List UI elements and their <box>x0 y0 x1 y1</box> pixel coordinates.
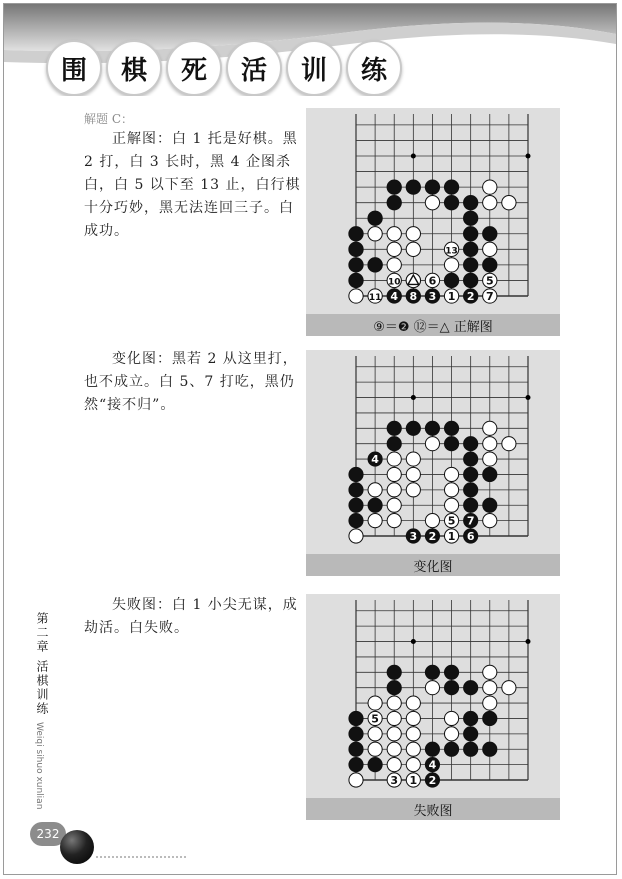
move-number: 11 <box>368 293 382 303</box>
black-stone <box>464 483 478 497</box>
white-stone <box>368 227 382 241</box>
white-stone <box>483 421 497 435</box>
black-stone <box>387 421 401 435</box>
black-stone <box>464 258 478 272</box>
move-number: 2 <box>466 290 475 303</box>
white-stone <box>444 711 458 725</box>
black-stone <box>387 196 401 210</box>
black-stone <box>464 711 478 725</box>
black-stone <box>425 665 439 679</box>
white-stone <box>406 452 420 466</box>
black-stone <box>483 498 497 512</box>
white-stone <box>502 196 516 210</box>
star-point <box>411 639 416 644</box>
white-stone <box>444 467 458 481</box>
move-number: 2 <box>428 774 437 787</box>
white-stone <box>425 196 439 210</box>
white-stone <box>483 681 497 695</box>
white-stone <box>483 196 497 210</box>
title-char-5: 训 <box>286 40 342 96</box>
decorative-ball <box>60 830 94 864</box>
white-stone <box>444 727 458 741</box>
page-header <box>4 4 616 96</box>
black-stone <box>444 437 458 451</box>
text-failure-body: 失败图：白 1 小尖无谋，成劫活。白失败。 <box>84 597 298 636</box>
white-stone <box>444 258 458 272</box>
page-number: 232 <box>30 822 66 846</box>
title-char-1: 围 <box>46 40 102 96</box>
title-char-6: 练 <box>346 40 402 96</box>
go-board-variation <box>306 350 560 554</box>
move-number: 4 <box>390 290 399 303</box>
black-stone <box>464 211 478 225</box>
text-variation <box>84 348 304 417</box>
black-stone <box>349 258 363 272</box>
white-stone <box>368 696 382 710</box>
black-stone <box>368 498 382 512</box>
black-stone <box>464 242 478 256</box>
move-number: 5 <box>371 712 379 726</box>
black-stone <box>349 758 363 772</box>
black-stone <box>387 437 401 451</box>
caption-failure: 失败图 <box>306 798 560 820</box>
black-stone <box>349 483 363 497</box>
black-stone <box>349 742 363 756</box>
white-stone <box>387 242 401 256</box>
white-stone <box>368 514 382 528</box>
black-stone <box>349 498 363 512</box>
move-number: 3 <box>390 774 399 787</box>
star-point <box>411 395 416 400</box>
white-stone <box>483 514 497 528</box>
white-stone <box>406 711 420 725</box>
chapter-sidebar <box>34 612 56 809</box>
star-point <box>411 154 416 159</box>
white-stone <box>387 467 401 481</box>
move-number: 8 <box>409 290 418 303</box>
black-stone <box>464 681 478 695</box>
white-stone <box>483 665 497 679</box>
white-stone <box>387 742 401 756</box>
white-stone <box>444 483 458 497</box>
black-stone <box>349 227 363 241</box>
white-stone <box>406 696 420 710</box>
white-stone <box>502 437 516 451</box>
black-stone <box>444 742 458 756</box>
black-stone <box>464 227 478 241</box>
move-number: 6 <box>428 274 437 288</box>
black-stone <box>483 227 497 241</box>
text-correct <box>84 128 304 243</box>
black-stone <box>444 196 458 210</box>
text-correct-body: 正解图：白 1 托是好棋。黑 2 打，白 3 长时，黑 4 企图杀白，白 5 以下至 13 止，白行棋十分巧妙，黑无法连回三子。白成功。 <box>84 131 301 239</box>
black-stone <box>483 742 497 756</box>
black-stone <box>406 421 420 435</box>
white-stone <box>387 452 401 466</box>
white-stone <box>387 498 401 512</box>
black-stone <box>444 273 458 287</box>
white-stone <box>368 483 382 497</box>
board-panel-variation <box>306 350 560 576</box>
move-number: 4 <box>371 453 379 467</box>
black-stone <box>444 665 458 679</box>
go-board-failure <box>306 594 560 798</box>
black-stone <box>464 467 478 481</box>
move-number: 3 <box>409 530 418 543</box>
board-panel-correct <box>306 108 560 336</box>
go-board-correct <box>306 108 560 314</box>
chapter-pinyin: Weiqi sihuo xunlian <box>34 721 44 810</box>
star-point <box>526 639 531 644</box>
white-stone <box>425 681 439 695</box>
move-number: 3 <box>428 290 437 303</box>
decorative-dotted-line <box>96 856 186 858</box>
white-stone <box>387 258 401 272</box>
black-stone <box>425 180 439 194</box>
black-stone <box>483 711 497 725</box>
white-stone <box>387 514 401 528</box>
star-point <box>526 395 531 400</box>
black-stone <box>464 498 478 512</box>
white-stone <box>406 758 420 772</box>
white-stone <box>387 227 401 241</box>
text-variation-body: 变化图：黑若 2 从这里打，也不成立。白 5、7 打吃，黑仍然“接不归”。 <box>84 351 298 413</box>
black-stone <box>464 196 478 210</box>
move-number: 1 <box>409 774 418 787</box>
white-stone <box>349 289 363 303</box>
black-stone <box>464 727 478 741</box>
white-stone <box>406 727 420 741</box>
black-stone <box>444 421 458 435</box>
white-stone <box>444 498 458 512</box>
move-number: 1 <box>447 290 456 303</box>
text-failure <box>84 594 304 640</box>
black-stone <box>387 180 401 194</box>
white-stone <box>483 242 497 256</box>
white-stone <box>349 773 363 787</box>
black-stone <box>349 514 363 528</box>
black-stone <box>406 180 420 194</box>
title-char-3: 死 <box>166 40 222 96</box>
white-stone <box>387 483 401 497</box>
black-stone <box>349 727 363 741</box>
move-number: 6 <box>466 530 475 543</box>
black-stone <box>368 258 382 272</box>
white-stone <box>387 696 401 710</box>
white-stone <box>368 742 382 756</box>
move-number: 4 <box>428 758 437 772</box>
black-stone <box>349 273 363 287</box>
black-stone <box>425 421 439 435</box>
black-stone <box>464 742 478 756</box>
white-stone <box>425 437 439 451</box>
white-stone <box>406 242 420 256</box>
black-stone <box>464 452 478 466</box>
black-stone <box>368 758 382 772</box>
caption-correct: ⑨＝❷ ⑫＝△ 正解图 <box>306 314 560 336</box>
move-number: 7 <box>485 290 494 303</box>
black-stone <box>368 211 382 225</box>
move-number: 7 <box>466 514 475 528</box>
black-stone <box>464 437 478 451</box>
title-char-2: 棋 <box>106 40 162 96</box>
white-stone <box>368 727 382 741</box>
white-stone <box>483 437 497 451</box>
white-stone <box>406 483 420 497</box>
black-stone <box>349 467 363 481</box>
white-stone <box>425 514 439 528</box>
white-stone <box>502 681 516 695</box>
move-number: 5 <box>485 274 494 288</box>
white-stone <box>483 452 497 466</box>
move-number: 13 <box>445 246 458 257</box>
black-stone <box>483 258 497 272</box>
black-stone <box>387 681 401 695</box>
white-stone <box>483 180 497 194</box>
white-stone <box>406 227 420 241</box>
white-stone <box>387 727 401 741</box>
caption-variation: 变化图 <box>306 554 560 576</box>
move-number: 5 <box>447 514 456 528</box>
move-number: 1 <box>447 530 456 543</box>
board-panel-failure <box>306 594 560 820</box>
move-number: 10 <box>387 277 401 288</box>
black-stone <box>444 681 458 695</box>
white-stone <box>349 529 363 543</box>
white-stone <box>483 696 497 710</box>
white-stone <box>406 742 420 756</box>
white-stone <box>406 467 420 481</box>
black-stone <box>349 242 363 256</box>
star-point <box>526 154 531 159</box>
chapter-title: 第二章 活棋训练 <box>35 612 49 716</box>
black-stone <box>444 180 458 194</box>
black-stone <box>387 665 401 679</box>
white-stone <box>387 711 401 725</box>
white-stone <box>387 758 401 772</box>
title-char-4: 活 <box>226 40 282 96</box>
black-stone <box>425 742 439 756</box>
black-stone <box>349 711 363 725</box>
black-stone <box>464 273 478 287</box>
move-number: 2 <box>428 530 437 543</box>
black-stone <box>483 467 497 481</box>
section-label: 解题 C： <box>84 112 133 126</box>
